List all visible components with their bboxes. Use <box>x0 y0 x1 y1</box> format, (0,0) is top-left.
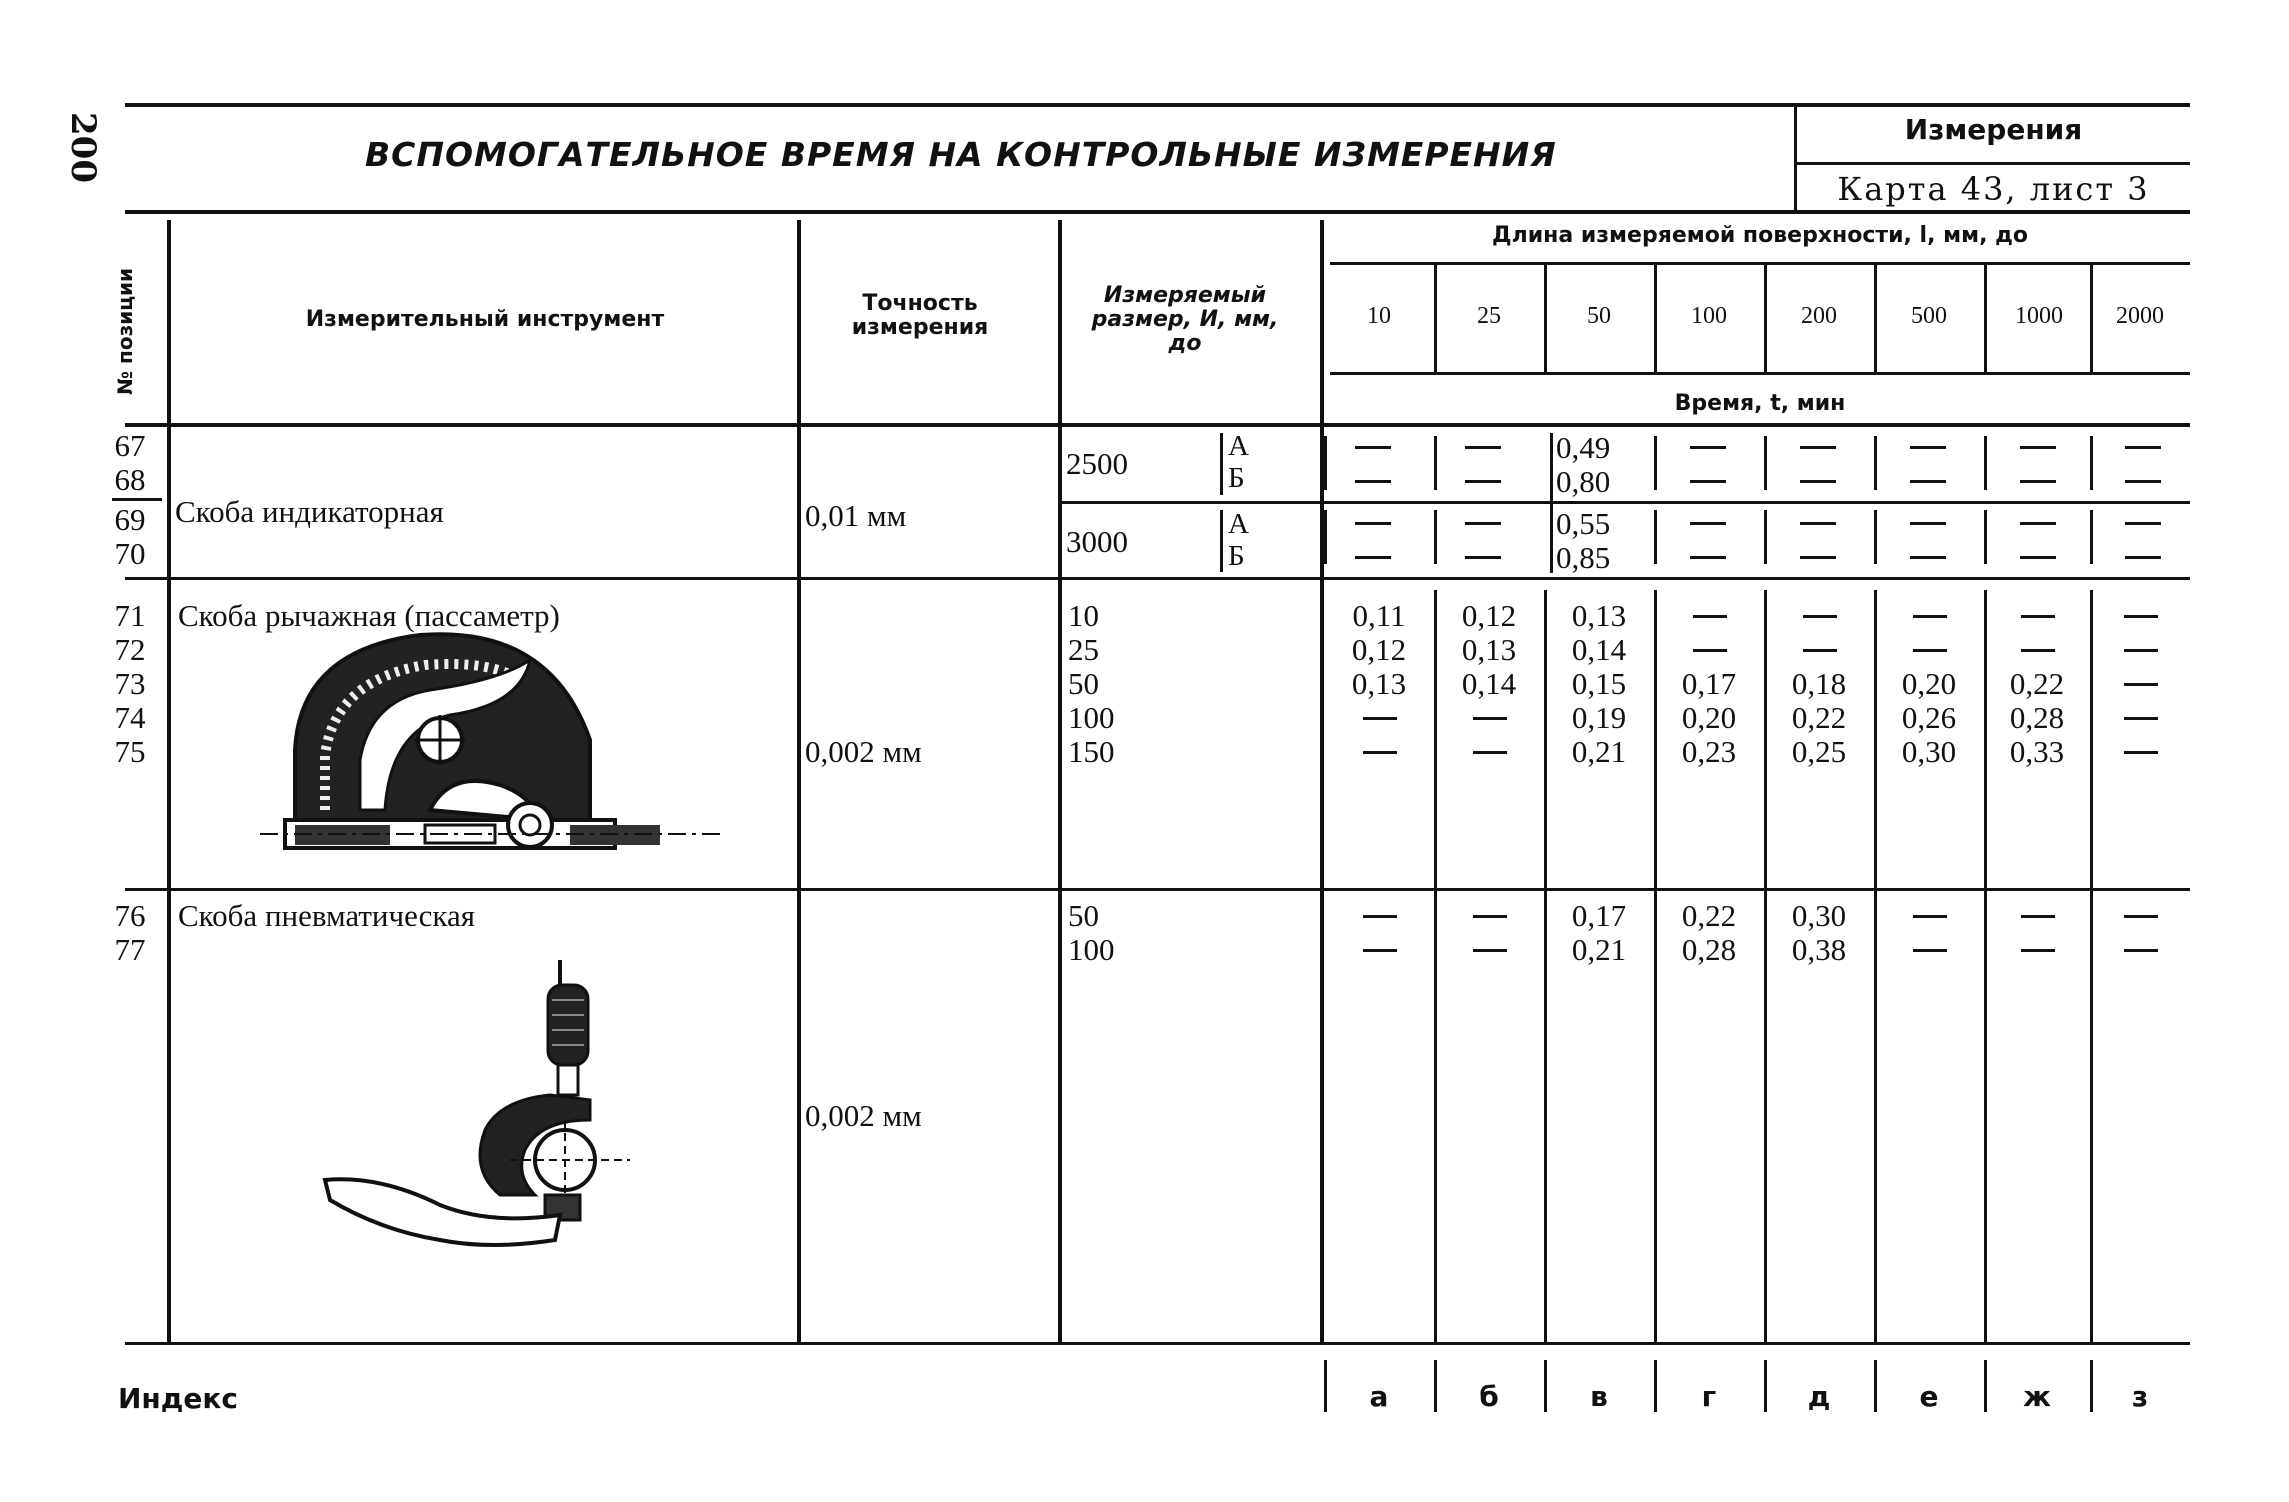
g3-dash-r0-c6 <box>2021 915 2055 918</box>
position-header: № позиции <box>113 267 137 395</box>
pos-68: 68 <box>114 462 146 497</box>
pos-75: 75 <box>114 734 146 769</box>
length-col-500: 500 <box>1911 303 1947 329</box>
instrument-pneumatic-clamp: Скоба пневматическая <box>178 898 475 933</box>
g2-value-r3-c2: 0,19 <box>1571 700 1627 735</box>
g2-value-r4-c6: 0,33 <box>2009 734 2065 769</box>
g2-value-r2-c6: 0,22 <box>2009 666 2065 701</box>
g3-value-r1-c2: 0,21 <box>1571 932 1627 967</box>
size-10: 10 <box>1068 598 1099 633</box>
size-2500: 2500 <box>1066 446 1128 481</box>
g2-dash-r0-c6 <box>2021 615 2055 618</box>
index-letter-4: д <box>1807 1380 1831 1413</box>
length-header: Длина измеряемой поверхности, l, мм, до <box>1492 223 2028 248</box>
size-100a: 100 <box>1068 700 1115 735</box>
pos-74: 74 <box>114 700 146 735</box>
size-150: 150 <box>1068 734 1115 769</box>
length-col-100: 100 <box>1691 303 1727 329</box>
size-25: 25 <box>1068 632 1099 667</box>
g3-dash-r1-c0 <box>1363 949 1397 952</box>
instrument-lever-clamp: Скоба рычажная (пассаметр) <box>178 598 560 633</box>
g2-dash-r1-c5 <box>1913 649 1947 652</box>
index-letter-3: г <box>1701 1380 1717 1413</box>
index-letter-2: в <box>1590 1380 1608 1413</box>
g2-dash-r1-c4 <box>1803 649 1837 652</box>
g1-val-4: 0,85 <box>1556 540 1611 575</box>
g2-value-r4-c2: 0,21 <box>1571 734 1627 769</box>
variant-a1: А <box>1228 430 1249 462</box>
g2-value-r3-c5: 0,26 <box>1901 700 1957 735</box>
index-label: Индекс <box>118 1382 238 1415</box>
variant-b1: Б <box>1228 462 1245 494</box>
pos-71: 71 <box>114 598 146 633</box>
pneumatic-clamp-illustration <box>320 960 640 1280</box>
g2-dash-r2-c7 <box>2124 683 2158 686</box>
length-col-1000: 1000 <box>2015 303 2063 329</box>
pos-72: 72 <box>114 632 146 667</box>
length-col-200: 200 <box>1801 303 1837 329</box>
g2-value-r3-c3: 0,20 <box>1681 700 1737 735</box>
index-letter-7: з <box>2131 1380 2149 1413</box>
time-header: Время, t, мин <box>1674 391 1846 416</box>
g3-value-r0-c4: 0,30 <box>1791 898 1847 933</box>
g2-value-r4-c5: 0,30 <box>1901 734 1957 769</box>
length-col-50: 50 <box>1587 303 1611 329</box>
pos-77: 77 <box>114 932 146 967</box>
g2-dash-r0-c7 <box>2124 615 2158 618</box>
instrument-header: Измерительный инструмент <box>305 307 665 332</box>
g2-value-r2-c2: 0,15 <box>1571 666 1627 701</box>
g3-value-r1-c4: 0,38 <box>1791 932 1847 967</box>
index-letter-5: е <box>1919 1380 1939 1413</box>
g3-value-r1-c3: 0,28 <box>1681 932 1737 967</box>
g2-value-r0-c1: 0,12 <box>1461 598 1517 633</box>
g2-value-r2-c3: 0,17 <box>1681 666 1737 701</box>
index-letter-6: ж <box>2023 1380 2051 1413</box>
g3-dash-r0-c1 <box>1473 915 1507 918</box>
g1-val-3: 0,55 <box>1556 506 1611 541</box>
index-letter-0: а <box>1369 1380 1389 1413</box>
length-col-10: 10 <box>1367 303 1391 329</box>
g3-dash-r0-c5 <box>1913 915 1947 918</box>
g2-dash-r3-c7 <box>2124 717 2158 720</box>
page-title: ВСПОМОГАТЕЛЬНОЕ ВРЕМЯ НА КОНТРОЛЬНЫЕ ИЗМЕРЕНИЯ <box>365 135 1557 174</box>
g3-dash-r1-c6 <box>2021 949 2055 952</box>
g2-dash-r1-c3 <box>1693 649 1727 652</box>
g3-dash-r0-c7 <box>2124 915 2158 918</box>
g2-dash-r0-c4 <box>1803 615 1837 618</box>
g2-value-r1-c2: 0,14 <box>1571 632 1627 667</box>
g1-val-1: 0,49 <box>1556 430 1611 465</box>
pos-70: 70 <box>114 536 146 571</box>
g2-value-r2-c1: 0,14 <box>1461 666 1517 701</box>
g2-dash-r3-c1 <box>1473 717 1507 720</box>
pos-76: 76 <box>114 898 146 933</box>
g2-dash-r0-c5 <box>1913 615 1947 618</box>
g2-dash-r0-c3 <box>1693 615 1727 618</box>
length-col-25: 25 <box>1477 303 1501 329</box>
size-3000: 3000 <box>1066 524 1128 559</box>
size-100b: 100 <box>1068 932 1115 967</box>
size-header: Измеряемый размер, И, мм, до <box>1091 283 1279 357</box>
g3-dash-r0-c0 <box>1363 915 1397 918</box>
passameter-illustration <box>250 620 730 880</box>
g3-dash-r1-c1 <box>1473 949 1507 952</box>
g2-value-r0-c0: 0,11 <box>1352 598 1406 633</box>
g2-dash-r4-c1 <box>1473 751 1507 754</box>
pos-69: 69 <box>114 502 146 537</box>
g2-dash-r1-c6 <box>2021 649 2055 652</box>
g2-value-r2-c5: 0,20 <box>1901 666 1957 701</box>
card-label: Карта 43, лист 3 <box>1837 170 2150 208</box>
g3-value-r0-c3: 0,22 <box>1681 898 1737 933</box>
instrument-indicator-clamp: Скоба индикаторная <box>175 494 444 529</box>
page-number: 200 <box>63 112 103 183</box>
variant-a2: А <box>1228 508 1249 540</box>
g2-value-r2-c0: 0,13 <box>1351 666 1407 701</box>
g2-dash-r3-c0 <box>1363 717 1397 720</box>
g3-dash-r1-c5 <box>1913 949 1947 952</box>
g2-value-r3-c6: 0,28 <box>2009 700 2065 735</box>
pos-67: 67 <box>114 428 146 463</box>
g1-val-2: 0,80 <box>1556 464 1611 499</box>
g2-dash-r4-c7 <box>2124 751 2158 754</box>
g2-value-r1-c1: 0,13 <box>1461 632 1517 667</box>
g2-value-r4-c4: 0,25 <box>1791 734 1847 769</box>
accuracy-g2: 0,002 мм <box>805 734 922 769</box>
g2-value-r3-c4: 0,22 <box>1791 700 1847 735</box>
index-letter-1: б <box>1479 1380 1499 1413</box>
g3-dash-r1-c7 <box>2124 949 2158 952</box>
g2-value-r4-c3: 0,23 <box>1681 734 1737 769</box>
variant-b2: Б <box>1228 540 1245 572</box>
section-label: Измерения <box>1904 113 2083 146</box>
g2-value-r2-c4: 0,18 <box>1791 666 1847 701</box>
accuracy-g3: 0,002 мм <box>805 1098 922 1133</box>
accuracy-header: Точность измерения <box>851 291 989 341</box>
g2-dash-r4-c0 <box>1363 751 1397 754</box>
size-50a: 50 <box>1068 666 1099 701</box>
pos-73: 73 <box>114 666 146 701</box>
accuracy-g1: 0,01 мм <box>805 498 907 533</box>
g2-value-r1-c0: 0,12 <box>1351 632 1407 667</box>
g2-value-r0-c2: 0,13 <box>1571 598 1627 633</box>
length-col-2000: 2000 <box>2116 303 2164 329</box>
g3-value-r0-c2: 0,17 <box>1571 898 1627 933</box>
size-50b: 50 <box>1068 898 1099 933</box>
g2-dash-r1-c7 <box>2124 649 2158 652</box>
